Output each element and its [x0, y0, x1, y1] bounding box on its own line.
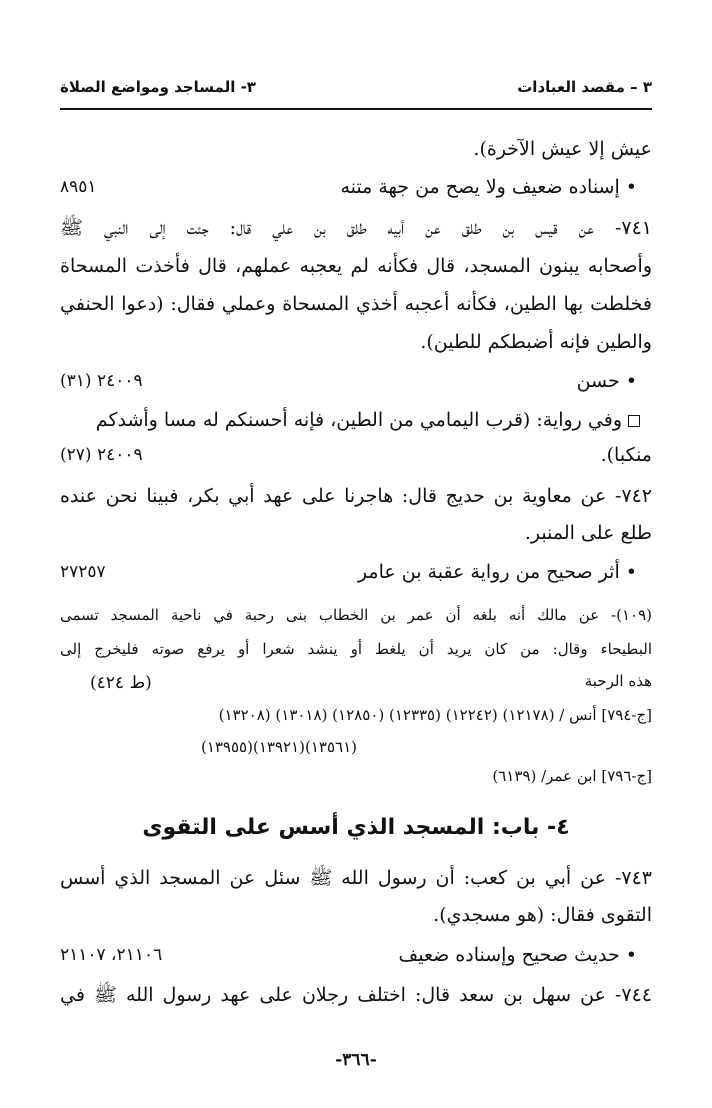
ref-number: ٨٩٥١: [60, 177, 97, 197]
variant-line: منكبا).: [600, 444, 652, 466]
variant-line: [60, 405, 640, 435]
cross-ref-line: [ج-٧٩٤] أنس / (١٢١٧٨) (١٢٢٤٢) (١٢٣٣٥) (١٢٨٥٠) (١٣٠١٨) (١٣٢٠٨): [218, 706, 652, 724]
header-left: ٣- المساجد ومواضع الصلاة: [60, 78, 256, 96]
note-line: (١٠٩)- عن مالك أنه بلغه أن عمر بن الخطاب بنى رحبة في ناحية المسجد تسمى: [60, 606, 652, 624]
grading-line: • حسن: [60, 366, 637, 396]
hadith-742-line: طلع على المنبر.: [524, 522, 652, 544]
text-line: عيش إلا عيش الآخرة).: [473, 138, 652, 160]
note-line: هذه الرحبة: [584, 672, 652, 690]
hadith-743-line: التقوى فقال: (هو مسجدي).: [433, 904, 652, 926]
page-number: -٣٦٦-: [335, 1050, 377, 1070]
variant-text: وفي رواية: (قرب اليمامي من الطين، فإنه أحسنكم له مسا وأشدكم: [95, 409, 622, 431]
header-rule: [60, 108, 652, 110]
hadith-741-line: فخلطت بها الطين، فكأنه أعجبه أخذي المسحاة وعملي فقال: (دعوا الحنفي: [60, 293, 652, 315]
grading-line: • حديث صحيح وإسناده ضعيف: [60, 940, 637, 970]
header-right: ٣ – مقصد العبادات: [517, 78, 652, 96]
square-icon: [628, 415, 640, 427]
hadith-741-line: وأصحابه يبنون المسجد، قال فكأنه لم يعجبه عملهم، قال فأخذت المسحاة: [60, 255, 652, 277]
cross-ref-line: [ج-٧٩٦] ابن عمر/ (٦١٣٩): [492, 767, 652, 785]
grading-line: • إسناده ضعيف ولا يصح من جهة متنه: [60, 172, 637, 202]
note-line: البطيحاء وقال: من كان يريد أن يلغط أو ينشد شعرا أو يرفع صوته فليخرج إلى: [60, 640, 652, 658]
hadith-743-line: ٧٤٣- عن أبي بن كعب: أن رسول الله ﷺ سئل عن المسجد الذي أسس: [60, 867, 652, 889]
hadith-744-line: ٧٤٤- عن سهل بن سعد قال: اختلف رجلان على عهد رسول الله ﷺ في: [60, 984, 652, 1006]
ref-number: ٢٤٠٠٩ (٢٧): [60, 445, 143, 465]
cross-ref-line: (١٣٥٦١)(١٣٩٢١)(١٣٩٥٥): [200, 738, 357, 756]
ref-number: ٢٤٠٠٩ (٣١): [60, 371, 143, 391]
hadith-742-line: ٧٤٢- عن معاوية بن حديج قال: هاجرنا على عهد أبي بكر، فبينا نحن عنده: [60, 485, 652, 507]
hadith-741-line: والطين فإنه أضبطكم للطين).: [420, 331, 652, 353]
section-title: ٤- باب: المسجد الذي أسس على التقوى: [142, 815, 570, 840]
hadith-741-line: ٧٤١- عن قيس بن طلق عن أبيه طلق بن علي قال: جئت إلى النبي ﷺ: [60, 217, 652, 239]
running-header: [60, 74, 652, 104]
ref-number: ٢٧٢٥٧: [60, 562, 106, 582]
grading-line: • أثر صحيح من رواية عقبة بن عامر: [60, 557, 637, 587]
ref-number: ٢١١٠٦، ٢١١٠٧: [60, 945, 163, 965]
note-ref: (ط ٤٢٤): [90, 673, 152, 693]
